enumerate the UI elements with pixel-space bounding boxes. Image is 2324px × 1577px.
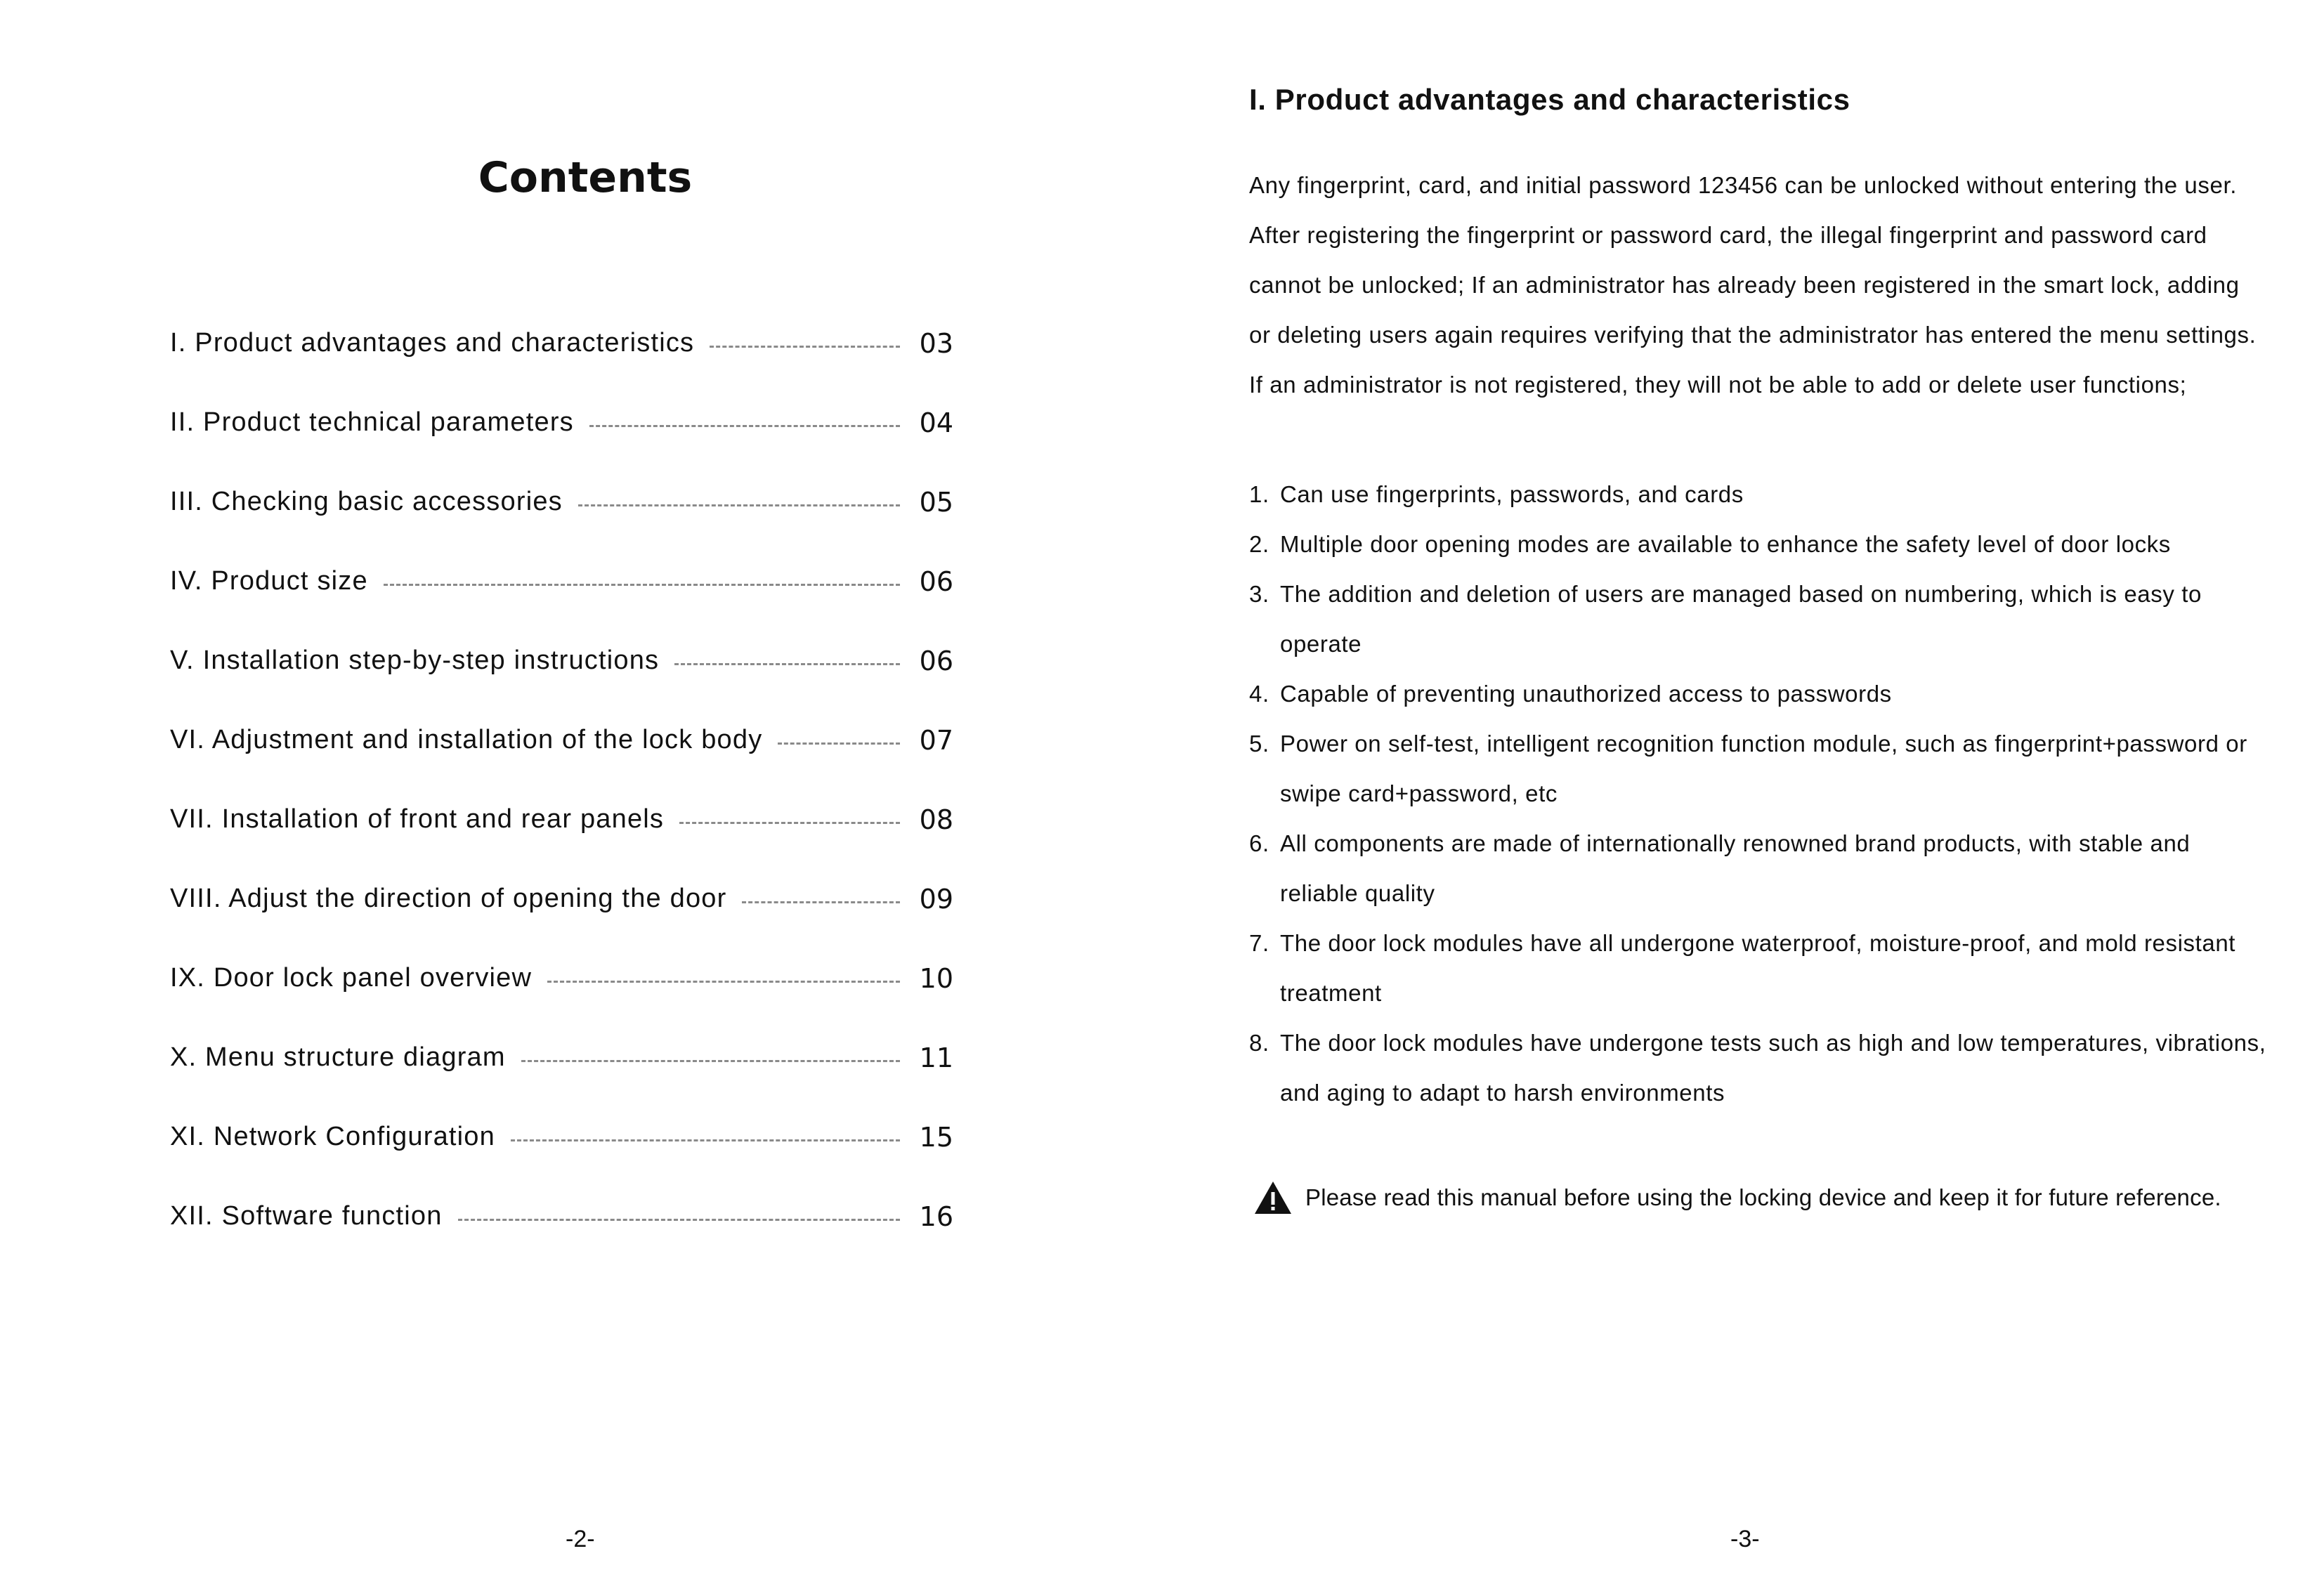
toc-entry-label: IX. Door lock panel overview (170, 963, 533, 993)
feature-number: 6. (1249, 830, 1269, 856)
table-of-contents (170, 303, 953, 1256)
toc-entry-page: 11 (919, 1042, 953, 1073)
toc-entry-page: 04 (919, 407, 953, 438)
toc-dot-leader (589, 425, 900, 427)
toc-entry-page: 16 (919, 1200, 953, 1232)
toc-entry-page: 15 (919, 1121, 953, 1153)
toc-entry-label: II. Product technical parameters (170, 407, 574, 437)
toc-entry (170, 542, 953, 621)
toc-dot-leader (679, 822, 900, 824)
feature-number: 8. (1249, 1030, 1269, 1056)
feature-item (1249, 719, 2275, 818)
toc-entry (170, 780, 953, 859)
feature-text: The door lock modules have all undergone waterproof, moisture-proof, and mold resistant treatment (1280, 930, 2236, 1006)
feature-item (1249, 519, 2275, 569)
feature-item (1249, 669, 2275, 719)
toc-entry (170, 303, 953, 383)
toc-entry-label: I. Product advantages and characteristics (170, 328, 695, 358)
toc-entry (170, 383, 953, 462)
page-number-right: -3- (1730, 1526, 1760, 1552)
toc-entry (170, 1097, 953, 1177)
warning-triangle-icon (1253, 1180, 1293, 1215)
intro-paragraph: Any fingerprint, card, and initial password 123456 can be unlocked without entering the user. After registering the fingerprint or password card, the illegal fingerprint and password card cannot be unlocked; If an administrator has already been registered in the smart lock, adding or deleting users again requires verifying that the administrator has entered the menu settings. If an administrator is not registered, they will not be able to add or delete user functions; (1249, 172, 2257, 398)
right-page (1162, 0, 2324, 1577)
toc-dot-leader (547, 981, 900, 983)
toc-entry (170, 859, 953, 938)
toc-dot-leader (578, 504, 900, 506)
feature-item (1249, 469, 2275, 519)
feature-text: Power on self-test, intelligent recognition function module, such as fingerprint+password or swipe card+password, etc (1280, 731, 2247, 806)
toc-entry-page: 06 (919, 565, 953, 597)
toc-entry-label: X. Menu structure diagram (170, 1042, 506, 1072)
feature-text: Multiple door opening modes are available to enhance the safety level of door locks (1280, 531, 2171, 557)
page-number-left: -2- (566, 1526, 595, 1552)
feature-item (1249, 569, 2275, 669)
toc-entry-page: 08 (919, 804, 953, 835)
toc-entry (170, 621, 953, 700)
toc-entry (170, 1177, 953, 1256)
toc-entry-label: III. Checking basic accessories (170, 487, 563, 516)
toc-dot-leader (511, 1139, 900, 1141)
toc-entry-page: 07 (919, 724, 953, 756)
notice-text: Please read this manual before using the locking device and keep it for future reference. (1305, 1184, 2221, 1210)
toc-entry-page: 05 (919, 486, 953, 518)
toc-entry-page: 10 (919, 962, 953, 994)
toc-entry-page: 06 (919, 645, 953, 676)
toc-entry-label: VIII. Adjust the direction of opening the door (170, 884, 727, 913)
feature-number: 2. (1249, 531, 1269, 557)
feature-list (1249, 469, 2275, 1118)
toc-entry (170, 1018, 953, 1097)
section-heading: I. Product advantages and characteristics (1249, 83, 1850, 116)
feature-number: 5. (1249, 731, 1269, 757)
toc-entry-page: 09 (919, 883, 953, 915)
notice (1253, 1180, 2221, 1215)
toc-dot-leader (384, 584, 900, 586)
feature-text: All components are made of internationally renowned brand products, with stable and reliable quality (1280, 830, 2191, 906)
toc-entry-label: V. Installation step-by-step instructions (170, 646, 660, 675)
toc-entry (170, 462, 953, 542)
feature-text: Can use fingerprints, passwords, and cards (1280, 481, 1744, 507)
feature-item (1249, 918, 2275, 1018)
toc-entry-label: XI. Network Configuration (170, 1122, 495, 1151)
feature-item (1249, 818, 2275, 918)
toc-dot-leader (458, 1219, 900, 1221)
toc-entry-page: 03 (919, 327, 953, 359)
toc-entry-label: IV. Product size (170, 566, 368, 596)
toc-entry (170, 938, 953, 1018)
feature-number: 4. (1249, 681, 1269, 707)
feature-number: 3. (1249, 581, 1269, 607)
feature-number: 7. (1249, 930, 1269, 956)
feature-text: The door lock modules have undergone tests such as high and low temperatures, vibrations, and aging to adapt to harsh environments (1280, 1030, 2266, 1106)
toc-dot-leader (742, 901, 900, 903)
toc-dot-leader (521, 1060, 900, 1062)
toc-dot-leader (710, 346, 900, 348)
toc-dot-leader (778, 742, 900, 745)
feature-text: The addition and deletion of users are managed based on numbering, which is easy to operate (1280, 581, 2202, 657)
feature-text: Capable of preventing unauthorized access to passwords (1280, 681, 1892, 707)
toc-entry (170, 700, 953, 780)
feature-number: 1. (1249, 481, 1269, 507)
toc-entry-label: VI. Adjustment and installation of the lock body (170, 725, 763, 754)
toc-entry-label: VII. Installation of front and rear panels (170, 804, 665, 834)
contents-title: Contents (478, 153, 693, 202)
feature-item (1249, 1018, 2275, 1118)
toc-dot-leader (674, 663, 900, 665)
toc-entry-label: XII. Software function (170, 1201, 443, 1231)
